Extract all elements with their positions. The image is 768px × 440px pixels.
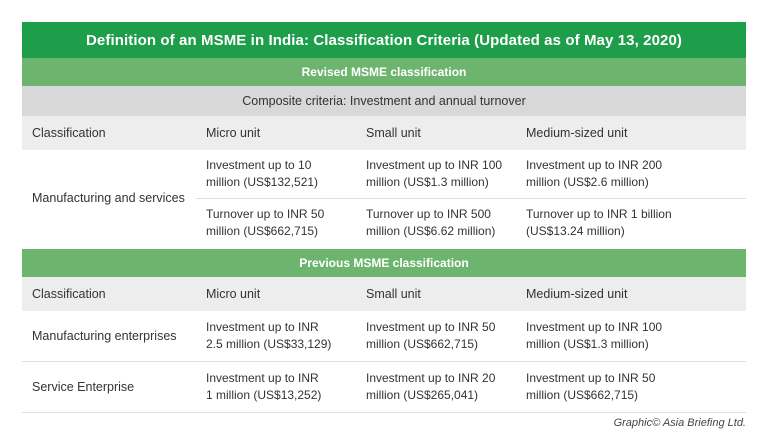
row-label: Service Enterprise [32, 379, 135, 394]
criteria-band: Composite criteria: Investment and annual turnover [22, 86, 746, 116]
medium-turnover: Turnover up to INR 1 billion (US$13.24 million) [516, 198, 746, 246]
medium-investment: Investment up to INR 200 million (US$2.6 million) [526, 158, 663, 189]
micro-cell: Investment up to INR 1 million (US$13,252) [206, 371, 322, 402]
row-label: Manufacturing enterprises [32, 328, 177, 343]
table-title: Definition of an MSME in India: Classification Criteria (Updated as of May 13, 2020) [22, 22, 746, 58]
revised-header-row [22, 116, 746, 150]
small-cell: Investment up to INR 20 million (US$265,041) [366, 371, 496, 402]
small-investment: Investment up to INR 100 million (US$1.3 million) [366, 158, 503, 189]
header-micro: Micro unit [206, 126, 261, 140]
category-label: Manufacturing and services [32, 191, 185, 205]
msme-table [22, 22, 746, 413]
header-medium: Medium-sized unit [526, 126, 628, 140]
previous-header-row [22, 277, 746, 311]
revised-manufacturing-services-row [22, 150, 746, 246]
micro-turnover: Turnover up to INR 50 million (US$662,715) [196, 198, 356, 246]
micro-cell: Investment up to INR 2.5 million (US$33,129) [206, 320, 332, 351]
header-small: Small unit [366, 287, 421, 301]
header-classification: Classification [32, 287, 106, 301]
medium-cell: Investment up to INR 50 million (US$662,715) [526, 371, 656, 402]
bottom-rule [22, 412, 746, 413]
header-small: Small unit [366, 126, 421, 140]
medium-cell: Investment up to INR 100 million (US$1.3 million) [526, 320, 663, 351]
small-turnover: Turnover up to INR 500 million (US$6.62 million) [356, 198, 516, 246]
small-cell: Investment up to INR 50 million (US$662,715) [366, 320, 496, 351]
revised-band: Revised MSME classification [22, 58, 746, 86]
table-row [22, 311, 746, 361]
header-micro: Micro unit [206, 287, 261, 301]
header-classification: Classification [32, 126, 106, 140]
previous-band: Previous MSME classification [22, 246, 746, 277]
micro-investment: Investment up to 10 million (US$132,521) [206, 158, 319, 189]
header-medium: Medium-sized unit [526, 287, 628, 301]
table-row [22, 361, 746, 412]
graphic-credit: Graphic© Asia Briefing Ltd. [613, 417, 746, 429]
